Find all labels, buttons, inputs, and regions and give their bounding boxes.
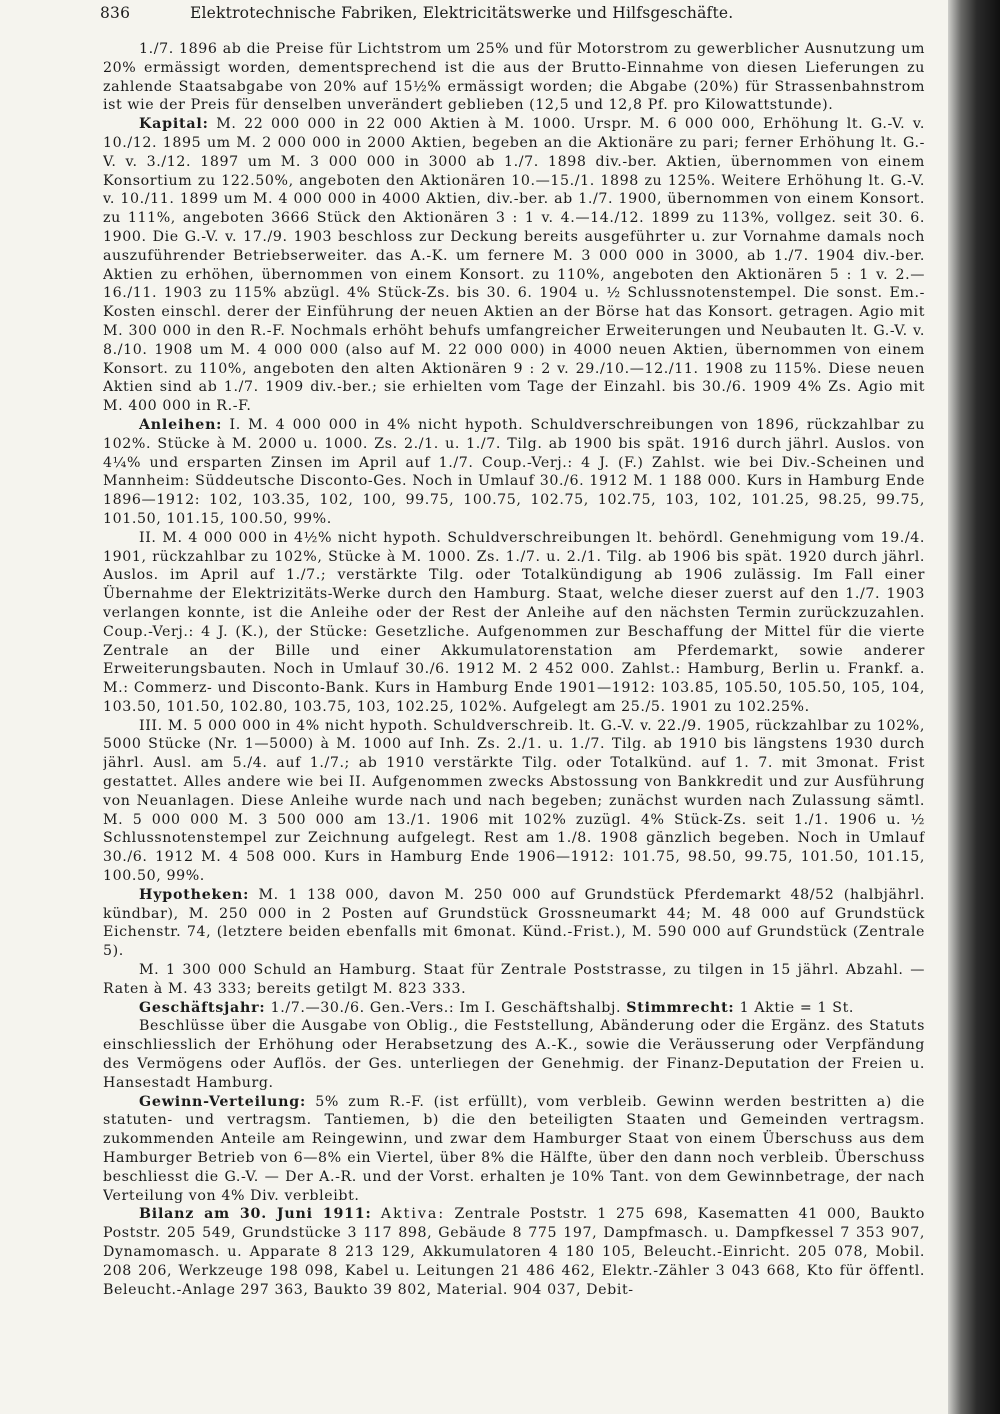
anleihen-ii-text: II. M. 4 000 000 in 4½% nicht hypoth. Schuldverschreibungen lt. behördl. Genehmigung vom 19./4. 1901, rückzahlbar zu 102%, Stücke à M. 1000. Zs. 1./7. u. 2./1. Tilg. ab 1906 bis spät. 1920 durch jährl. Auslos. im April auf 1./7.; verstärkte Tilg. oder Totalkündigung ab 1906 zulässig. Im Fall einer Übernahme der Elektrizitäts-Werke durch den Hamburg. Staat, welche dieser zuerst auf den 1./7. 1903 verlangen konnte, ist die Anleihe oder der Rest der Anleihe auf den nächsten Termin zurückzuzahlen. Coup.-Verj.: 4 J. (K.), der Stücke: Gesetzliche. Aufgenommen zur Beschaffung der Mittel für die vierte Zentrale an der Bille und einer Akkumulatorenstation am Pferdemarkt, sowie anderer Erweiterungsbauten. Noch in Umlauf 30./6. 1912 M. 2 452 000. Zahlst.: Hamburg, Berlin u. Frankf. a. M.: Commerz- und Disconto-Bank. Kurs in Hamburg Ende 1901—1912: 103.85, 105.50, 105.50, 105, 104, 103.50, 101.50, 102.80, 103.75, 103, 102.25, 102%. Aufgelegt am 25./5. 1901 zu 102.25%. <box>103 529 925 715</box>
running-title: Elektrotechnische Fabriken, Elektricitätswerke und Hilfsgeschäfte. <box>190 4 734 22</box>
bilanz-aktiva-label: Aktiva: <box>380 1206 446 1223</box>
anleihen-iii-text: III. M. 5 000 000 in 4% nicht hypoth. Schuldverschreib. lt. G.-V. v. 22./9. 1905, rückzahlbar zu 102%, 5000 Stücke (Nr. 1—5000) à M. 1000 auf Inh. Zs. 2./1. u. 1./7. Tilg. ab 1910 bis längstens 1930 durch jährl. Ausl. am 5./4. auf 1./7.; ab 1910 verstärkte Tilg. oder Totalkünd. auf 1. 7. mit 3monat. Frist gestattet. Alles andere wie bei II. Aufgenommen zwecks Abstossung von Bankkredit und zur Ausführung von Neuanlagen. Diese Anleihe wurde nach und nach begeben; zunächst wurden nach Zulassung sämtl. M. 5 000 000 M. 3 500 000 am 13./1. 1906 mit 102% zuzügl. 4% Stück-Zs. seit 1./1. 1906 u. ½ Schlussnotenstempel zur Zeichnung aufgelegt. Rest am 1./8. 1908 gänzlich begeben. Noch in Umlauf 30./6. 1912 M. 4 508 000. Kurs in Hamburg Ende 1906—1912: 101.75, 98.50, 99.75, 101.50, 101.15, 100.50, 99%. <box>103 717 925 885</box>
bilanz-section <box>103 1205 925 1299</box>
kapital-label: Kapital: <box>139 116 209 133</box>
geschaeftsjahr-text: 1./7.—30./6. Gen.-Vers.: Im I. Geschäftshalbj. <box>270 999 622 1016</box>
gewinn-label: Gewinn-Verteilung: <box>139 1093 306 1110</box>
running-header <box>100 4 880 32</box>
bilanz-label: Bilanz am 30. Juni 1911: <box>139 1206 372 1223</box>
stimmrecht-label: Stimmrecht: <box>626 999 735 1016</box>
anleihen-section <box>103 416 925 529</box>
anleihen-i-text: I. M. 4 000 000 in 4% nicht hypoth. Schuldverschreibungen von 1896, rückzahlbar zu 102%. Stücke à M. 2000 u. 1000. Zs. 2./1. u. 1./7. Tilg. ab 1900 bis spät. 1916 durch jährl. Auslos. von 4¼% und ersparten Zinsen im April auf 1./7. Coup.-Verj.: 4 J. (F.) Zahlst. wie bei Div.-Scheinen und Mannheim: Süddeutsche Disconto-Ges. Noch in Umlauf 30./6. 1912 M. 1 188 000. Kurs in Hamburg Ende 1896—1912: 102, 103.35, 102, 100, 99.75, 100.75, 102.75, 102.75, 103, 102, 101.25, 98.25, 99.75, 101.50, 101.15, 100.50, 99%. <box>103 416 925 527</box>
text-body <box>103 40 925 1412</box>
kapital-text: M. 22 000 000 in 22 000 Aktien à M. 1000. Urspr. M. 6 000 000, Erhöhung lt. G.-V. v. 10./12. 1895 um M. 2 000 000 in 2000 Aktien, begeben an die Aktionäre zu pari; ferner Erhöhung lt. G.-V. v. 3./12. 1897 um M. 3 000 000 in 3000 ab 1./7. 1898 div.-ber. Aktien, übernommen von einem Konsortium zu 122.50%, angeboten den Aktionären 10.—15./1. 1898 zu 125%. Weitere Erhöhung lt. G.-V. v. 10./11. 1899 um M. 4 000 000 in 4000 Aktien, div.-ber. ab 1./7. 1900, übernommen von einem Konsort. zu 111%, angeboten 3666 Stück den Aktionären 3 : 1 v. 4.—14./12. 1899 zu 113%, vollgez. seit 30. 6. 1900. Die G.-V. v. 17./9. 1903 beschloss zur Deckung bereits ausgeführter u. zur Vornahme damals noch auszuführender Betriebserweiter. das A.-K. um fernere M. 3 000 000 in 3000, ab 1./7. 1904 div.-ber. Aktien zu erhöhen, übernommen von einem Konsort. zu 110%, angeboten den Aktionären 5 : 1 v. 2.—16./11. 1903 zu 115% abzügl. 4% Stück-Zs. bis 30. 6. 1904 u. ½ Schlussnotenstempel. Die sonst. Em.-Kosten einschl. derer der Einführung der neuen Aktien an der Börse hat das Konsort. getragen. Agio mit M. 300 000 in den R.-F. Nochmals erhöht behufs umfangreicher Erweiterungen und Neubauten lt. G.-V. v. 8./10. 1908 um M. 4 000 000 (also auf M. 22 000 000) in 4000 neuen Aktien, übernommen von einem Konsort. zu 110%, angeboten den alten Aktionären 9 : 2 v. 29./10.—12./11. 1908 zu 115%. Diese neuen Aktien sind ab 1./7. 1909 div.-ber.; sie erhielten vom Tage der Einzahl. bis 30./6. 1909 4% Zs. Agio mit M. 400 000 in R.-F. <box>103 116 925 415</box>
hypotheken-text: M. 1 138 000, davon M. 250 000 auf Grundstück Pferdemarkt 48/52 (halbjährl. kündbar), M. 250 000 in 2 Posten auf Grundstück Grossneumarkt 44; M. 48 000 auf Grundstück Eichenstr. 74, (letztere beiden ebenfalls mit 6monat. Künd.-Frist.), M. 590 000 auf Grundstück (Zentrale 5). <box>103 886 925 960</box>
gewinn-text: 5% zum R.-F. (ist erfüllt), vom verbleib. Gewinn werden bestritten a) die statuten- und vertragsm. Tantiemen, b) die den beteiligten Staaten und Gemeinden vertragsm. zukommenden Anteile am Reingewinn, und zwar dem Hamburger Staat von einem Überschuss aus dem Hamburger Betrieb von 6—8% ein Viertel, über 8% die Hälfte, über den dann noch verbleib. Überschuss beschliesst die G.-V. — Der A.-R. und der Vorst. erhalten je 10% Tant. von dem Gewinnbetrage, der nach Verteilung von 4% Div. verbleibt. <box>103 1093 925 1204</box>
stimmrecht-text: 1 Aktie = 1 St. <box>739 999 854 1016</box>
anleihen-label: Anleihen: <box>139 416 223 433</box>
scan-dark-edge <box>948 0 1000 1414</box>
bilanz-text: Zentrale Poststr. 1 275 698, Kasematten 41 000, Baukto Poststr. 205 549, Grundstücke 3 117 898, Gebäude 8 775 197, Dampfmasch. u. Dampfkessel 7 353 907, Dynamomasch. u. Apparate 8 213 129, Akkumulatoren 4 180 105, Beleucht.-Einricht. 205 078, Mobil. 208 206, Werkzeuge 198 098, Kabel u. Leitungen 21 486 462, Elektr.-Zähler 3 043 668, Kto für öffentl. Beleucht.-Anlage 297 363, Baukto 39 802, Material. 904 037, Debit- <box>103 1206 925 1298</box>
intro-paragraph: 1./7. 1896 ab die Preise für Lichtstrom um 25% und für Motorstrom zu gewerblicher Ausnutzung um 20% ermässigt worden, dementsprechend ist die aus der Brutto-Einnahme von diesen Lieferungen zu zahlende Staatsabgabe von 20% auf 15½% ermässigt worden; die Abgabe (20%) für Strassenbahnstrom ist wie der Preis für denselben unverändert geblieben (12,5 und 12,8 Pf. pro Kilowattstunde). <box>103 41 925 114</box>
hypotheken-label: Hypotheken: <box>139 886 250 903</box>
gewinn-section <box>103 1093 925 1206</box>
geschaeftsjahr-label: Geschäftsjahr: <box>139 999 266 1016</box>
page-number: 836 <box>100 4 131 22</box>
schuld-text: M. 1 300 000 Schuld an Hamburg. Staat für Zentrale Poststrasse, zu tilgen in 15 jährl. Abzahl. — Raten à M. 43 333; bereits getilgt M. 823 333. <box>103 962 925 997</box>
kapital-section <box>103 115 925 416</box>
hypotheken-section <box>103 886 925 961</box>
beschluesse-text: Beschlüsse über die Ausgabe von Oblig., die Feststellung, Abänderung oder die Ergänz. des Statuts einschliesslich der Erhöhung oder Herabsetzung des A.-K., sowie die Veräusserung oder Verpfändung des Vermögens oder Auflös. der Ges. unterliegen der Genehmig. der Finanz-Deputation der Freien u. Hansestadt Hamburg. <box>103 1018 925 1091</box>
geschaeftsjahr-section <box>103 999 925 1018</box>
